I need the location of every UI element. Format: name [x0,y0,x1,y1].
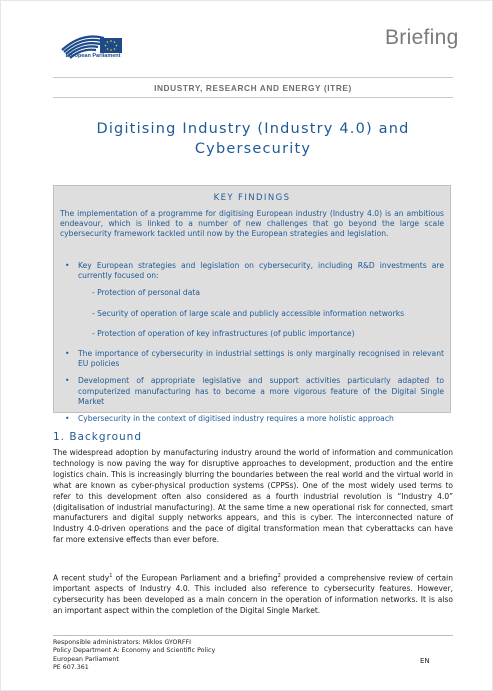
paragraph-text: A recent study [53,573,110,583]
sub-list-item: - Protection of personal data [92,288,201,298]
paragraph [53,571,453,617]
bullet-icon: • [65,261,70,270]
document-type: Briefing [385,26,459,49]
key-findings-box [53,185,451,424]
key-findings-heading: KEY FINDINGS [213,193,291,203]
footnote-ref[interactable]: 1 [109,573,113,579]
divider [53,77,453,78]
footer-line: European Parliament [53,655,119,663]
paragraph: The widespread adoption by manufacturing industry around the world of information and communication technology is now paving the way for disruptive approaches to development, production and the entire logistics chain. This is increasingly blurring the boundaries between the real world and the virtual world in what are known as cyber-physical production systems (CPPSs). One of the most widely used terms to refer to this development often also considered as a fourth industrial revolution is “Industry 4.0” (digitalisation of industrial manufacturing). At the same time a new operational risk for connected, smart manufacturers and digital supply networks appears, and this is cyber. The interconnected nature of Industry 4.0-driven operations and the pace of digital transformation mean that cyberattacks can have far more extensive effects than ever before. [53,448,453,545]
footer-divider [53,635,453,636]
list-item-text: The importance of cybersecurity in industrial settings is only marginally recognised in relevant EU policies [78,349,444,369]
list-item [60,376,444,407]
sub-list-item: - Protection of operation of key infrastructures (of public importance) [92,328,355,338]
title-line: Cybersecurity [194,141,312,157]
footer-line: PE 607.361 [53,663,89,671]
paragraph-text: of the European Parliament and a briefing [112,573,278,583]
bullet-icon: • [65,349,70,359]
key-findings-intro: The implementation of a programme for digitising European industry (Industry 4.0) is an ambitious endeavour, which is linked to a number of new challenges that go beyond the large scale cybersecurity framework tackled until now by the European strategies and legislation. [60,209,444,239]
list-item-text: Development of appropriate legislative and support activities particularly adapted to computerized manufacturing has to become a more vigorous feature of the Digital Single Market [78,376,444,406]
committee-label: INDUSTRY, RESEARCH AND ENERGY (ITRE) [154,83,352,93]
paragraph-text: provided a comprehensive review of certain important aspects of Industry 4.0. This included also reference to cybersecurity features. However, cybersecurity has been developed as a main concern in the operation of information networks. It is also an important aspect within the completion of the Digital Single Market. [53,573,453,616]
page-title [53,119,453,159]
bullet-icon: • [65,414,70,424]
bullet-icon: • [65,376,70,386]
footer-line: Policy Department A: Economy and Scientific Policy [53,647,216,655]
list-item [60,349,444,369]
divider [53,97,453,98]
footnote-ref[interactable]: 2 [277,573,281,579]
sub-list-item: - Security of operation of large scale and publicly accessible information networks [92,308,405,318]
footer [53,639,215,672]
list-item [60,414,444,424]
footer-line: Responsible administrators: Miklos GYORFFI [53,639,191,646]
title-line: Digitising Industry (Industry 4.0) and [96,121,410,137]
list-item-text: Cybersecurity in the context of digitised industry requires a more holistic approach [78,414,394,424]
logo-text: European Parliament [65,53,121,59]
language-code: EN [420,657,430,665]
key-findings-list [60,261,444,431]
list-item [60,261,444,281]
list-item-text: Key European strategies and legislation on cybersecurity, including R&D investments are currently focused on: [78,261,444,281]
section-heading: 1. Background [53,431,142,443]
